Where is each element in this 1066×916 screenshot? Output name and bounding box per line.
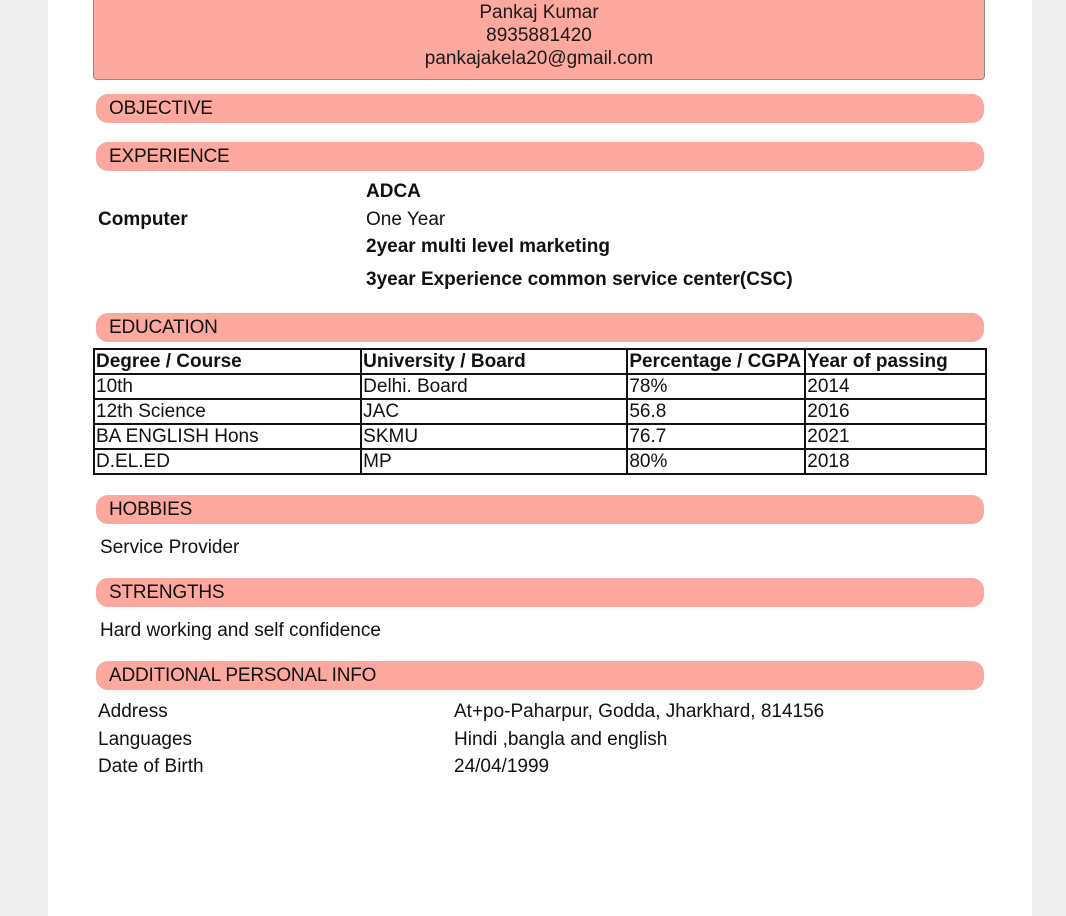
section-hobbies xyxy=(96,495,984,524)
section-experience-title: EXPERIENCE xyxy=(109,146,230,167)
experience-course: ADCA xyxy=(366,181,421,202)
section-strengths xyxy=(96,578,984,607)
cell-degree: BA ENGLISH Hons xyxy=(94,424,361,449)
section-additional-info-title: ADDITIONAL PERSONAL INFO xyxy=(109,665,377,686)
candidate-email: pankajakela20@gmail.com xyxy=(424,48,654,69)
header-degree: Degree / Course xyxy=(94,349,361,374)
section-hobbies-title: HOBBIES xyxy=(109,499,193,520)
section-strengths-title: STRENGTHS xyxy=(109,582,225,603)
table-row xyxy=(94,424,986,449)
table-row xyxy=(94,449,986,474)
section-experience xyxy=(96,142,984,171)
experience-item-2: 3year Experience common service center(CSC) xyxy=(366,269,793,290)
resume-header xyxy=(93,0,985,80)
section-education xyxy=(96,313,984,342)
languages-label: Languages xyxy=(98,729,193,750)
header-year: Year of passing xyxy=(805,349,986,374)
candidate-phone: 8935881420 xyxy=(486,25,592,46)
cell-university: JAC xyxy=(361,399,627,424)
section-additional-info xyxy=(96,661,984,690)
dob-value: 24/04/1999 xyxy=(454,756,550,777)
education-header-row xyxy=(94,349,986,374)
cell-year: 2021 xyxy=(805,424,986,449)
candidate-name: Pankaj Kumar xyxy=(479,2,599,23)
cell-percentage: 76.7 xyxy=(627,424,805,449)
address-value: At+po-Paharpur, Godda, Jharkhard, 814156 xyxy=(454,701,825,722)
table-row xyxy=(94,399,986,424)
header-university: University / Board xyxy=(361,349,627,374)
cell-year: 2016 xyxy=(805,399,986,424)
experience-item-1: 2year multi level marketing xyxy=(366,236,610,257)
cell-university: MP xyxy=(361,449,627,474)
hobbies-text: Service Provider xyxy=(100,537,240,558)
cell-degree: 10th xyxy=(94,374,361,399)
section-objective xyxy=(96,94,984,123)
cell-university: SKMU xyxy=(361,424,627,449)
dob-label: Date of Birth xyxy=(98,756,204,777)
address-label: Address xyxy=(98,701,168,722)
cell-percentage: 80% xyxy=(627,449,805,474)
experience-duration: One Year xyxy=(366,209,446,230)
cell-percentage: 78% xyxy=(627,374,805,399)
cell-percentage: 56.8 xyxy=(627,399,805,424)
cell-degree: D.EL.ED xyxy=(94,449,361,474)
header-percentage: Percentage / CGPA xyxy=(627,349,805,374)
education-table xyxy=(93,348,987,475)
cell-year: 2014 xyxy=(805,374,986,399)
experience-label: Computer xyxy=(98,209,188,230)
strengths-text: Hard working and self confidence xyxy=(100,620,381,641)
table-row xyxy=(94,374,986,399)
cell-year: 2018 xyxy=(805,449,986,474)
cell-degree: 12th Science xyxy=(94,399,361,424)
section-objective-title: OBJECTIVE xyxy=(109,98,213,119)
cell-university: Delhi. Board xyxy=(361,374,627,399)
languages-value: Hindi ,bangla and english xyxy=(454,729,668,750)
section-education-title: EDUCATION xyxy=(109,317,218,338)
